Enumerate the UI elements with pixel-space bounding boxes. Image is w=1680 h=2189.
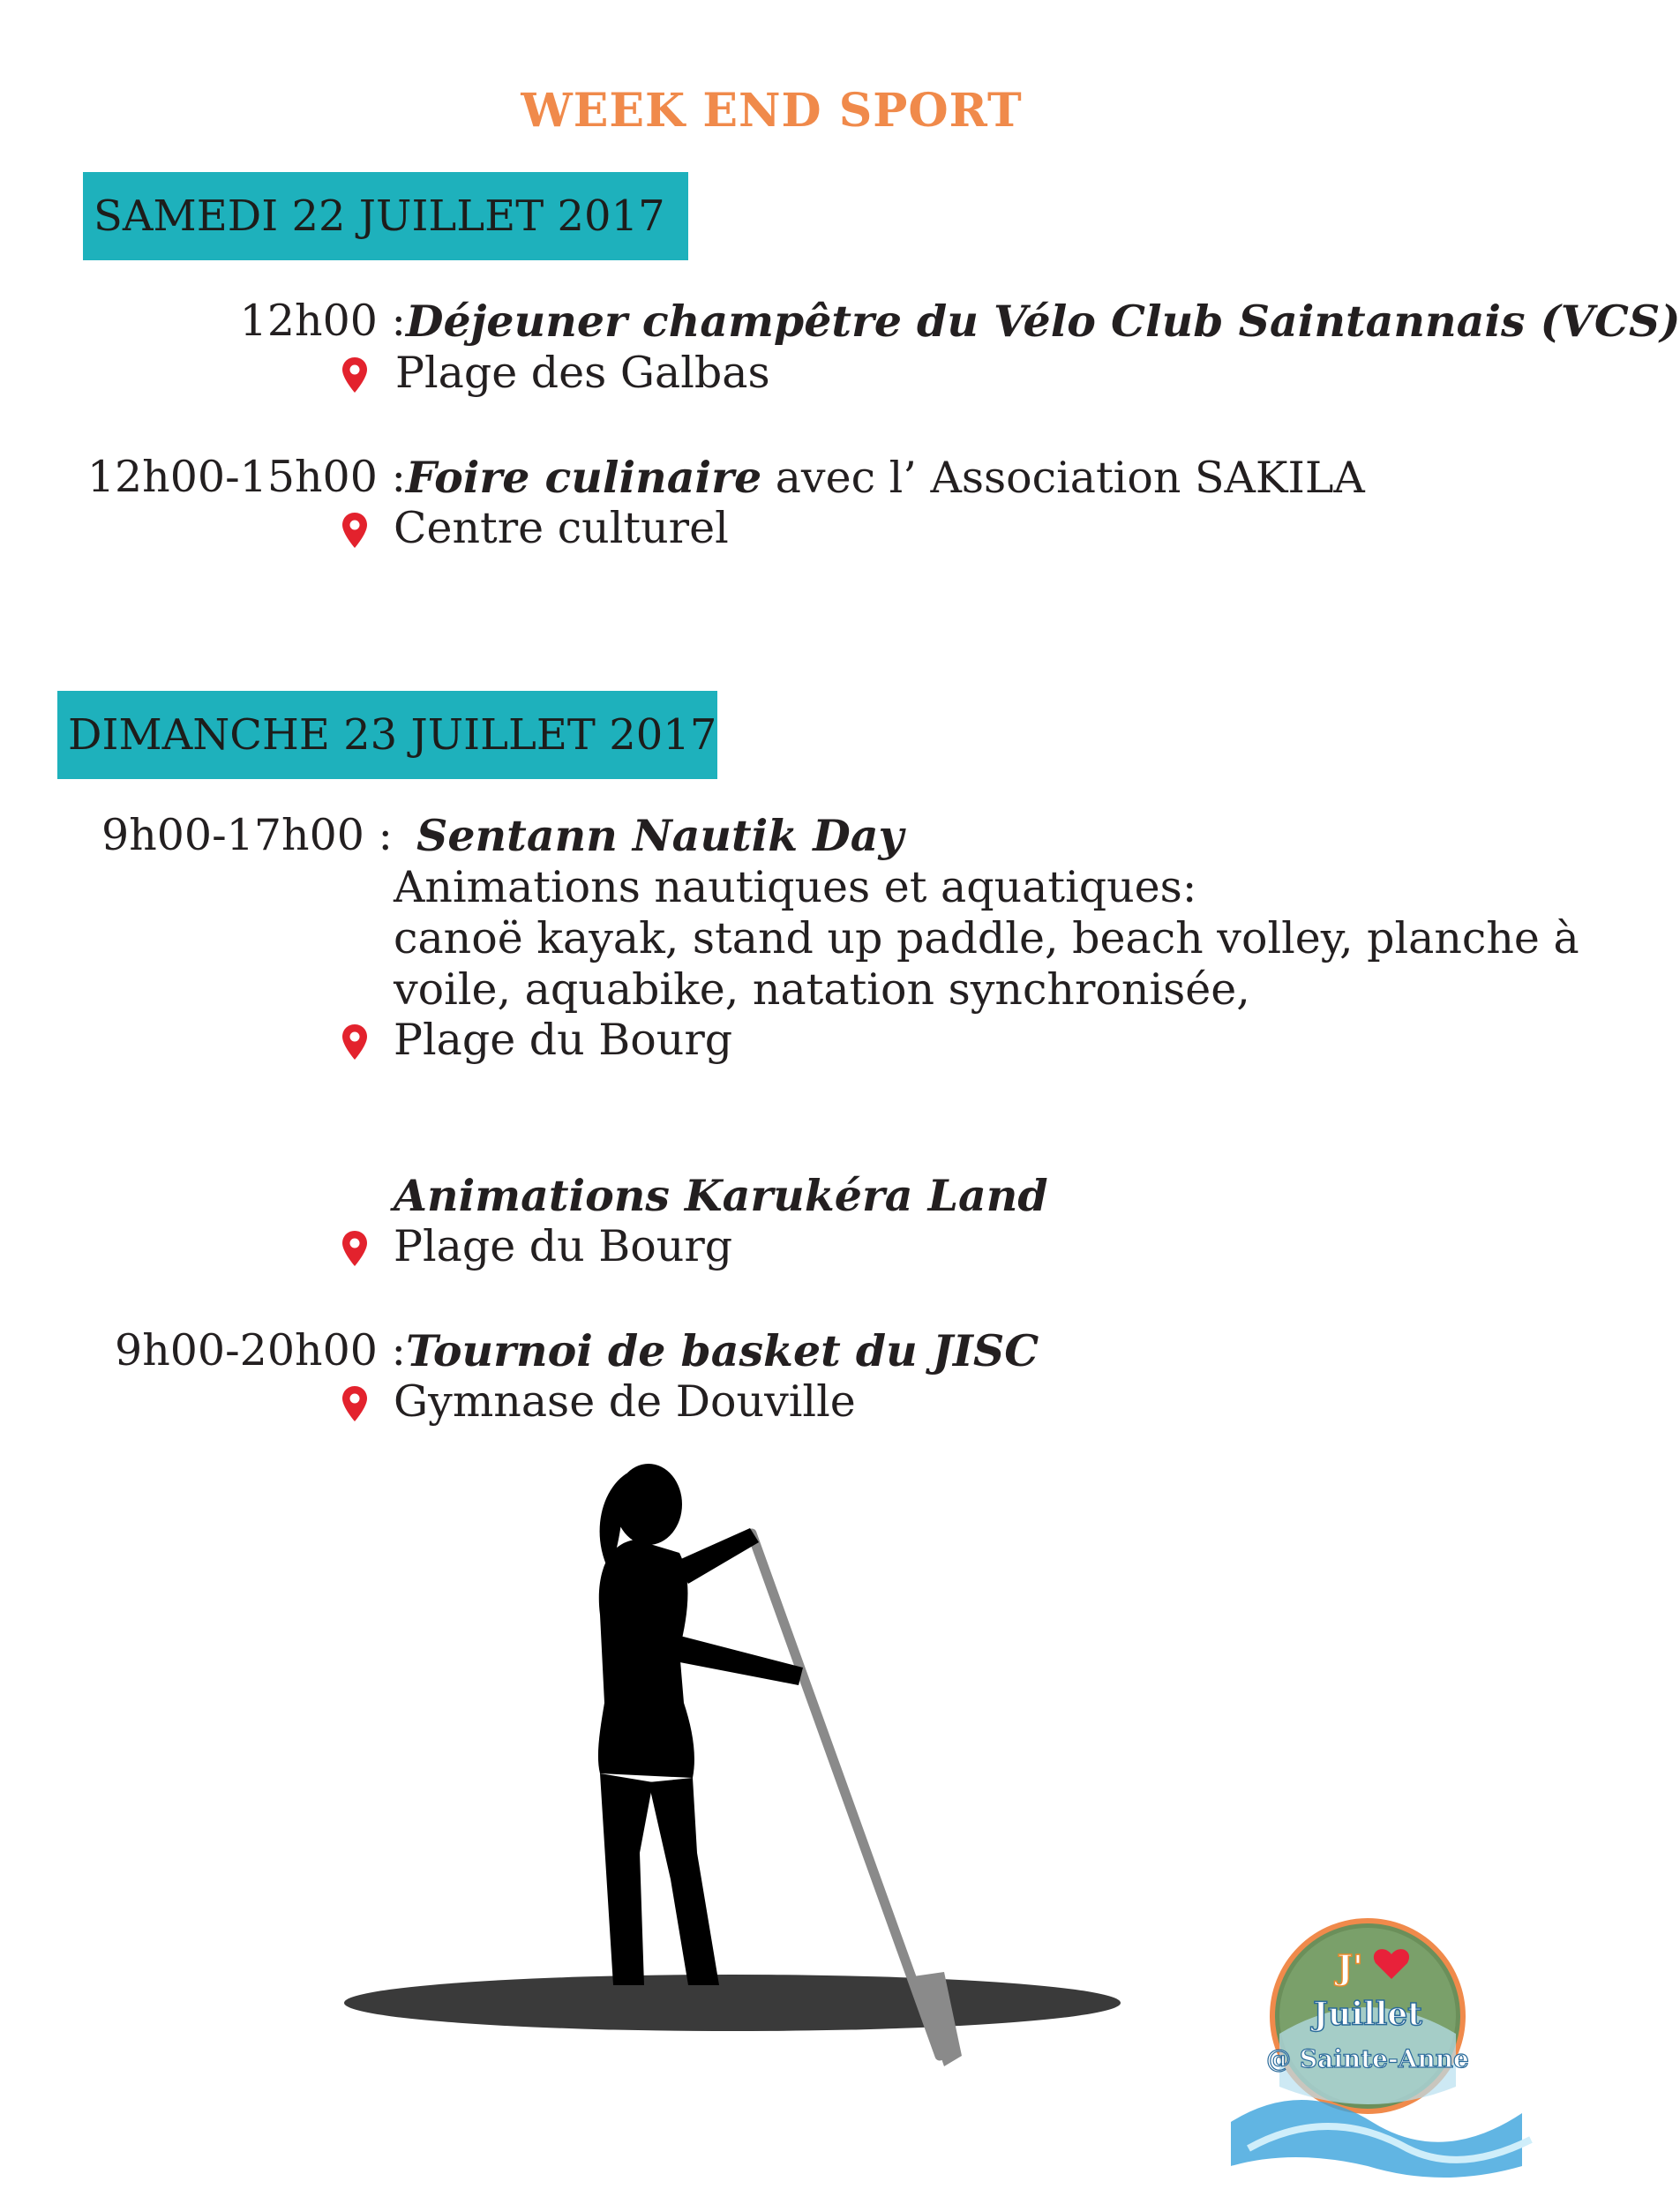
paddleboarder-silhouette bbox=[344, 1438, 1121, 2073]
festival-logo bbox=[1196, 1901, 1540, 2189]
map-pin-icon bbox=[341, 1230, 368, 1267]
event-time: 9h00-20h00 : bbox=[115, 1325, 406, 1376]
map-pin-icon bbox=[341, 1385, 368, 1422]
event-location: Plage du Bourg bbox=[394, 1221, 733, 1271]
day-banner-sunday: DIMANCHE 23 JUILLET 2017 bbox=[57, 691, 717, 779]
event-time: 12h00-15h00 : bbox=[86, 452, 406, 502]
event-name: Déjeuner champêtre du Vélo Club Saintannais (VCS) bbox=[406, 296, 1680, 347]
day-banner-saturday: SAMEDI 22 JUILLET 2017 bbox=[83, 172, 688, 260]
map-pin-icon bbox=[341, 356, 368, 394]
event-location: Plage des Galbas bbox=[395, 348, 770, 398]
event-suffix: avec l’ Association SAKILA bbox=[761, 453, 1365, 503]
event-name: Foire culinaire bbox=[406, 452, 762, 503]
event-location: Gymnase de Douville bbox=[394, 1376, 856, 1427]
event-name: Tournoi de basket du JISC bbox=[406, 1325, 1039, 1376]
logo-line1: J' bbox=[1337, 1947, 1363, 1987]
event-location: Centre culturel bbox=[394, 503, 729, 553]
event-name: Animations Karukéra Land bbox=[394, 1170, 1048, 1221]
event-detail: Animations nautiques et aquatiques: bbox=[394, 862, 1197, 912]
event-location: Plage du Bourg bbox=[394, 1015, 733, 1065]
event-time: 12h00 : bbox=[239, 296, 406, 346]
event-time: 9h00-17h00 : bbox=[101, 810, 393, 860]
map-pin-icon bbox=[341, 1023, 368, 1061]
map-pin-icon bbox=[341, 512, 368, 549]
page-title: WEEK END SPORT bbox=[521, 84, 1023, 138]
logo-line3: @ Sainte-Anne bbox=[1266, 2044, 1469, 2073]
logo-line2: Juillet bbox=[1313, 1996, 1422, 2033]
event-line bbox=[406, 452, 1365, 504]
event-name: Sentann Nautik Day bbox=[416, 810, 904, 861]
event-detail: voile, aquabike, natation synchronisée, bbox=[394, 964, 1250, 1015]
event-detail: canoë kayak, stand up paddle, beach volley, planche à bbox=[394, 913, 1579, 963]
